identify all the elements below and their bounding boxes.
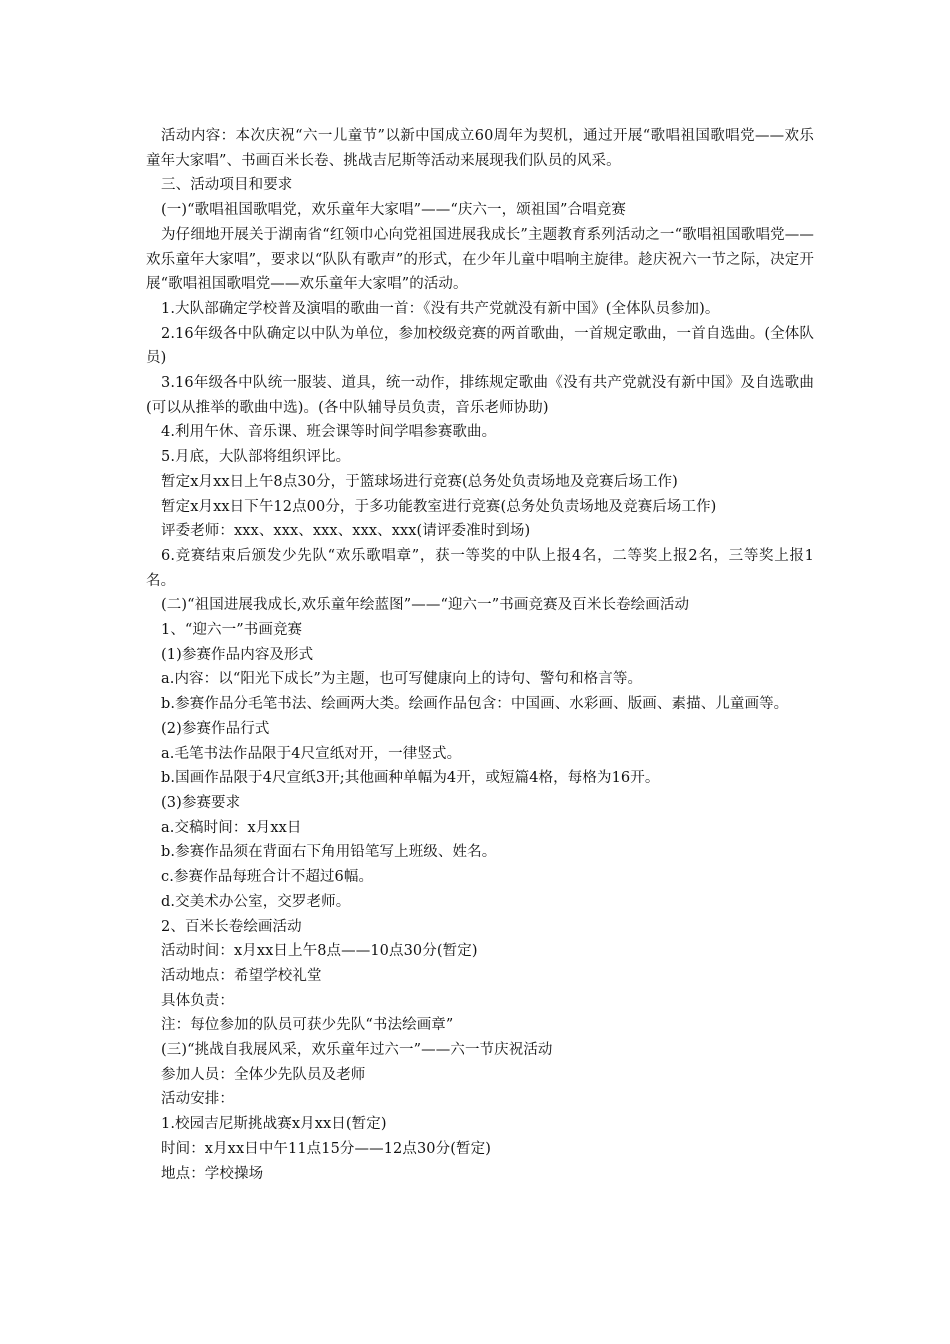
paragraph: a.毛笔书法作品限于4尺宣纸对开，一律竖式。	[161, 745, 462, 762]
paragraph: a.交稿时间：x月xx日	[161, 819, 302, 836]
paragraph: 为仔细地开展关于湖南省“红领巾心向党祖国进展我成长”主题教育系列活动之一“歌唱祖国歌唱党——欢乐童年大家唱”，要求以“队队有歌声”的形式，在少年儿童中唱响主旋律。趁庆祝六一节之际，决定开展“歌唱祖国歌唱党——欢乐童年大家唱”的活动。	[146, 226, 814, 293]
paragraph: 暂定x月xx日下午12点00分，于多功能教室进行竞赛(总务处负责场地及竞赛后场工作)	[161, 498, 717, 515]
paragraph: b.参赛作品须在背面右下角用铅笔写上班级、姓名。	[161, 844, 497, 861]
paragraph: c.参赛作品每班合计不超过6幅。	[161, 869, 374, 886]
paragraph: 时间：x月xx日中午11点15分——12点30分(暂定)	[161, 1140, 491, 1157]
paragraph: (一)“歌唱祖国歌唱党，欢乐童年大家唱”——“庆六一，颂祖国”合唱竞赛	[161, 202, 626, 219]
paragraph: (2)参赛作品行式	[161, 720, 270, 737]
paragraph: 参加人员：全体少先队员及老师	[161, 1066, 366, 1083]
paragraph: 活动时间：x月xx日上午8点——10点30分(暂定)	[161, 943, 478, 960]
paragraph: (三)“挑战自我展风采，欢乐童年过六一”——六一节庆祝活动	[161, 1042, 553, 1059]
paragraph: 3.16年级各中队统一服装、道具，统一动作，排练规定歌曲《没有共产党就没有新中国》及自选歌曲(可以从推举的歌曲中选)。(各中队辅导员负责，音乐老师协助)	[146, 375, 814, 416]
paragraph: 2.16年级各中队确定以中队为单位，参加校级竞赛的两首歌曲，一首规定歌曲，一首自选曲。(全体队员)	[146, 325, 814, 367]
paragraph: a.内容：以“阳光下成长”为主题，也可写健康向上的诗句、警句和格言等。	[161, 671, 643, 688]
paragraph: 6.竞赛结束后颁发少先队“欢乐歌唱章”，获一等奖的中队上报4名，二等奖上报2名，三等奖上报1名。	[146, 547, 814, 589]
paragraph: (1)参赛作品内容及形式	[161, 646, 314, 663]
paragraph: 活动地点：希望学校礼堂	[161, 967, 322, 984]
paragraph: 三、活动项目和要求	[161, 177, 293, 194]
paragraph: 地点：学校操场	[161, 1165, 264, 1182]
document-body	[146, 124, 814, 1186]
paragraph: 1、“迎六一”书画竞赛	[161, 622, 303, 639]
paragraph: (3)参赛要求	[161, 794, 241, 811]
paragraph: 评委老师：xxx、xxx、xxx、xxx、xxx(请评委准时到场)	[161, 523, 531, 540]
paragraph: b.国画作品限于4尺宣纸3开;其他画种单幅为4开，或短篇4格，每格为16开。	[161, 770, 660, 787]
paragraph: b.参赛作品分毛笔书法、绘画两大类。绘画作品包含：中国画、水彩画、版画、素描、儿童画等。	[161, 696, 789, 713]
paragraph: 1.大队部确定学校普及演唱的歌曲一首：《没有共产党就没有新中国》(全体队员参加)。	[161, 300, 720, 317]
paragraph: 4.利用午休、音乐课、班会课等时间学唱参赛歌曲。	[161, 424, 497, 441]
paragraph: 5.月底，大队部将组织评比。	[161, 449, 351, 466]
paragraph: d.交美术办公室，交罗老师。	[161, 893, 351, 910]
paragraph: 2、百米长卷绘画活动	[161, 918, 302, 935]
paragraph: (二)“祖国进展我成长,欢乐童年绘蓝图”——“迎六一”书画竞赛及百米长卷绘画活动	[161, 597, 690, 614]
paragraph: 注：每位参加的队员可获少先队“书法绘画章”	[161, 1017, 454, 1034]
paragraph: 暂定x月xx日上午8点30分，于篮球场进行竞赛(总务处负责场地及竞赛后场工作)	[161, 473, 678, 490]
paragraph: 活动安排：	[161, 1091, 234, 1108]
paragraph: 1.校园吉尼斯挑战赛x月xx日(暂定)	[161, 1116, 387, 1133]
paragraph: 活动内容：本次庆祝“六一儿童节”以新中国成立60周年为契机，通过开展“歌唱祖国歌唱党——欢乐童年大家唱”、书画百米长卷、挑战吉尼斯等活动来展现我们队员的风采。	[146, 128, 814, 169]
paragraph: 具体负责：	[161, 992, 234, 1009]
